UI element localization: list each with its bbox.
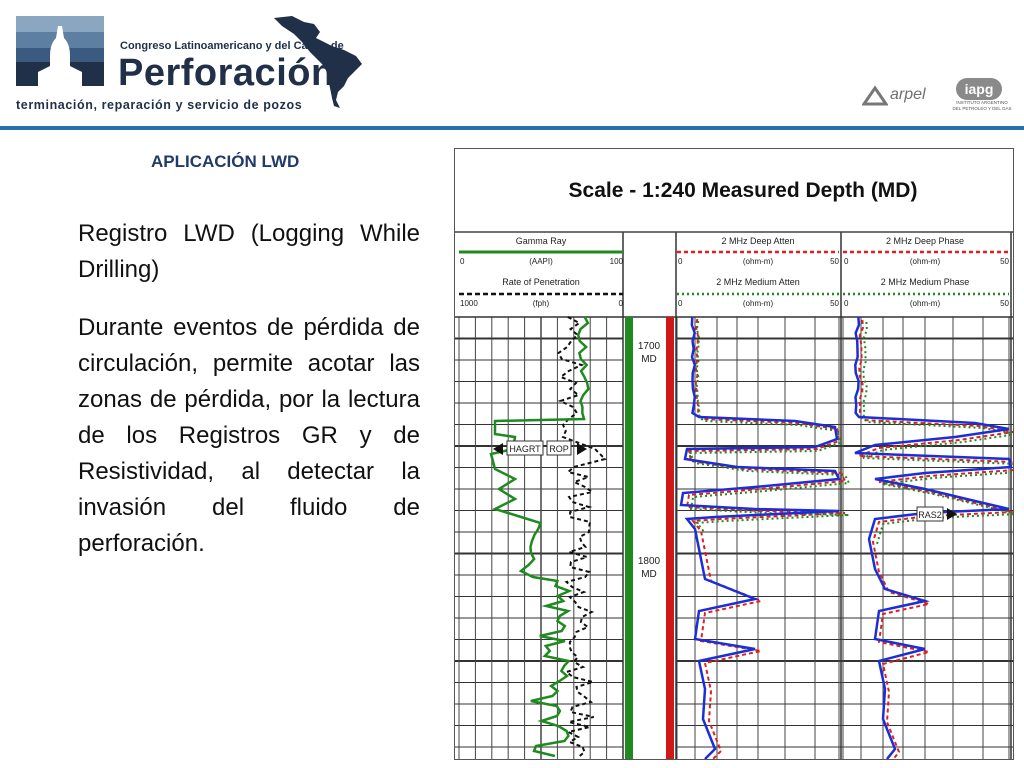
hagrt-tag-label: HAGRT [509, 444, 541, 454]
track3-curve2-name: 2 MHz Medium Phase [880, 277, 970, 287]
iapg-logo [952, 78, 1012, 112]
track1-curve1-name: Gamma Ray [515, 236, 567, 246]
track2-max-2: 50 [830, 299, 839, 308]
slide-title: APLICACIÓN LWD [151, 152, 300, 171]
iapg-subtitle-1: INSTITUTO ARGENTINO [956, 100, 1008, 105]
track3-max-1: 50 [1000, 257, 1009, 266]
lwd-log-figure [454, 148, 1014, 760]
ras2-tag-label: RAS2 [918, 510, 942, 520]
track2-curve2-name: 2 MHz Medium Atten [716, 277, 800, 287]
track1-curve2-max: 0 [618, 299, 623, 308]
track2-curve1-name: 2 MHz Deep Atten [721, 236, 795, 246]
drill-rig-icon [16, 16, 104, 86]
track2-unit-1: (ohm-m) [742, 257, 774, 266]
brand-title: Perforación [118, 52, 335, 94]
track3-min-2: 0 [844, 299, 849, 308]
arpel-house-icon [862, 84, 888, 106]
track3-max-2: 50 [1000, 299, 1009, 308]
iapg-badge: iapg [956, 78, 1002, 100]
depth-label-1800: 1800 [637, 556, 661, 567]
arpel-logo-text: arpel [890, 86, 926, 103]
ras2-arrow-icon [947, 508, 957, 520]
paragraph-lwd: Registro LWD (Logging While Drilling) [78, 220, 420, 283]
brand-tagline: terminación, reparación y servicio de pozos [16, 98, 303, 112]
track1-curve2-unit: (fph) [532, 299, 550, 308]
track2-max-1: 50 [830, 257, 839, 266]
medium-phase-red-curve [859, 320, 1013, 759]
congress-subtitle: Congreso Latinoamericano y del Caribe de [120, 40, 344, 52]
slide-header [0, 0, 1024, 128]
track1-curve1-max: 100 [609, 257, 623, 266]
arpel-logo [862, 80, 926, 110]
depth-unit-1700: MD [641, 354, 657, 365]
track2-min-1: 0 [678, 257, 683, 266]
rop-curve [558, 317, 605, 757]
congress-logo [16, 16, 104, 86]
track2-unit-2: (ohm-m) [742, 299, 774, 308]
track3-unit-2: (ohm-m) [909, 299, 941, 308]
log-title: Scale - 1:240 Measured Depth (MD) [568, 179, 918, 202]
header-divider [0, 126, 1024, 130]
track3-min-1: 0 [844, 257, 849, 266]
track1-curve2-name: Rate of Penetration [502, 277, 580, 287]
track2-min-2: 0 [678, 299, 683, 308]
track1-curve1-min: 0 [460, 257, 465, 266]
paragraph-description: Durante eventos de pérdida de circulación, permite acotar las zonas de pérdida, por la lectura de los Registros GR y de Resistividad, al detectar la invasión del fluido de perforación. [78, 314, 420, 557]
track3-unit-1: (ohm-m) [909, 257, 941, 266]
log-grid [455, 232, 1013, 759]
iapg-subtitle-2: DEL PETROLEO Y DEL GAS [952, 106, 1012, 111]
depth-bar-green [625, 317, 633, 759]
depth-unit-1800: MD [641, 569, 657, 580]
track1-curve2-min: 1000 [460, 299, 478, 308]
rop-tag-label: ROP [549, 444, 569, 454]
medium-atten-red-curve [687, 319, 845, 759]
track3-curve1-name: 2 MHz Deep Phase [885, 236, 965, 246]
depth-label-1700: 1700 [637, 341, 661, 352]
track1-curve1-unit: (AAPI) [529, 257, 553, 266]
lwd-log-plot [455, 149, 1013, 759]
depth-bar-red [666, 317, 674, 759]
